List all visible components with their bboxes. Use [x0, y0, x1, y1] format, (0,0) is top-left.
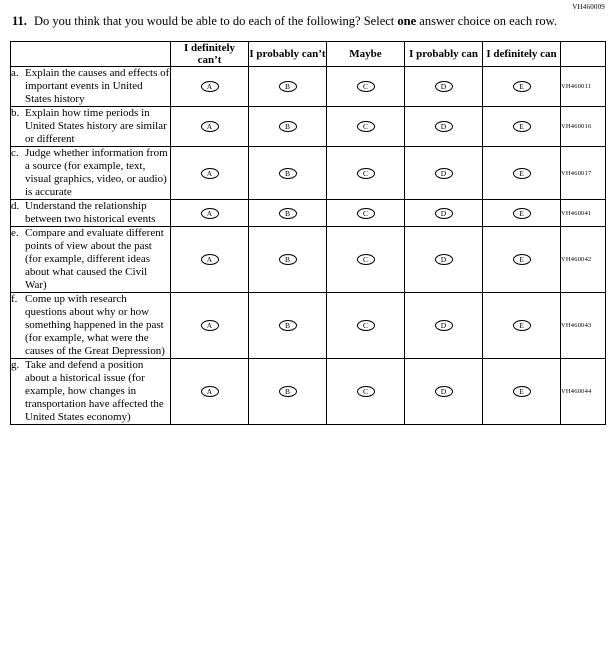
table-row-e [11, 227, 606, 293]
answer-bubble-b[interactable]: B [279, 81, 297, 92]
answer-bubble-d[interactable]: D [435, 320, 453, 331]
answer-bubble-d[interactable]: D [435, 208, 453, 219]
header-row [11, 42, 606, 67]
item-code: VH460041 [561, 200, 606, 227]
column-header-probably-can: I probably can [405, 42, 483, 67]
item-code: VH460044 [561, 359, 606, 425]
answer-bubble-a[interactable]: A [201, 121, 219, 132]
answer-bubble-b[interactable]: B [279, 168, 297, 179]
answer-bubble-c[interactable]: C [357, 121, 375, 132]
answer-bubble-c[interactable]: C [357, 320, 375, 331]
item-code: VH460042 [561, 227, 606, 293]
answer-bubble-c[interactable]: C [357, 81, 375, 92]
answer-bubble-a[interactable]: A [201, 168, 219, 179]
row-stem: a. Explain the causes and effects of important events in United States history [11, 67, 170, 105]
question-number: 11. [12, 14, 27, 28]
answer-bubble-e[interactable]: E [513, 168, 531, 179]
table-row-a [11, 67, 606, 107]
answer-bubble-d[interactable]: D [435, 386, 453, 397]
response-table [10, 41, 606, 425]
item-code: VH460017 [561, 147, 606, 200]
row-stem: f. Come up with research questions about why or how something happened in the past (for example, what were the causes of the Great Depression) [11, 293, 171, 359]
answer-bubble-e[interactable]: E [513, 121, 531, 132]
form-code: VH460009 [572, 3, 605, 11]
answer-bubble-a[interactable]: A [201, 81, 219, 92]
row-stem: g. Take and defend a position about a historical issue (for example, how changes in transportation have affected the United States economy) [11, 359, 171, 425]
answer-bubble-c[interactable]: C [357, 168, 375, 179]
answer-bubble-b[interactable]: B [279, 121, 297, 132]
answer-bubble-e[interactable]: E [513, 81, 531, 92]
question [12, 14, 605, 29]
row-stem: b. Explain how time periods in United States history are similar or different [11, 107, 171, 147]
corner-cell [11, 42, 171, 67]
answer-bubble-d[interactable]: D [435, 168, 453, 179]
item-code: VH460016 [561, 107, 606, 147]
table-row-d [11, 200, 606, 227]
row-stem: d. Understand the relationship between two historical events [11, 200, 171, 227]
answer-bubble-b[interactable]: B [279, 208, 297, 219]
answer-bubble-a[interactable]: A [201, 386, 219, 397]
table-row-c [11, 147, 606, 200]
question-text: Do you think that you would be able to do each of the following? Select one answer choice on each row. [33, 14, 557, 28]
answer-bubble-e[interactable]: E [513, 386, 531, 397]
row-stem: c. Judge whether information from a source (for example, text, visual graphics, video, or audio) is accurate [11, 147, 171, 200]
column-header-probably-cant: I probably can’t [249, 42, 327, 67]
answer-bubble-b[interactable]: B [279, 386, 297, 397]
answer-bubble-b[interactable]: B [279, 320, 297, 331]
answer-bubble-e[interactable]: E [513, 320, 531, 331]
answer-bubble-a[interactable]: A [201, 320, 219, 331]
answer-bubble-c[interactable]: C [357, 386, 375, 397]
column-header-definitely-cant: I definitely can’t [171, 42, 249, 67]
answer-bubble-c[interactable]: C [357, 208, 375, 219]
column-header-definitely-can: I definitely can [483, 42, 561, 67]
item-code: VH460011 [561, 67, 606, 107]
answer-bubble-e[interactable]: E [513, 208, 531, 219]
code-header-cell [561, 42, 606, 67]
item-code: VH460043 [561, 293, 606, 359]
table-row-f [11, 293, 606, 359]
answer-bubble-a[interactable]: A [201, 254, 219, 265]
answer-bubble-e[interactable]: E [513, 254, 531, 265]
table-row-g [11, 359, 606, 425]
answer-bubble-c[interactable]: C [357, 254, 375, 265]
answer-bubble-d[interactable]: D [435, 121, 453, 132]
table-row-b [11, 107, 606, 147]
answer-bubble-a[interactable]: A [201, 208, 219, 219]
row-stem: e. Compare and evaluate different points of view about the past (for example, different ideas about what caused the Civil War) [11, 227, 171, 293]
column-header-maybe: Maybe [327, 42, 405, 67]
answer-bubble-d[interactable]: D [435, 254, 453, 265]
answer-bubble-d[interactable]: D [435, 81, 453, 92]
answer-bubble-b[interactable]: B [279, 254, 297, 265]
